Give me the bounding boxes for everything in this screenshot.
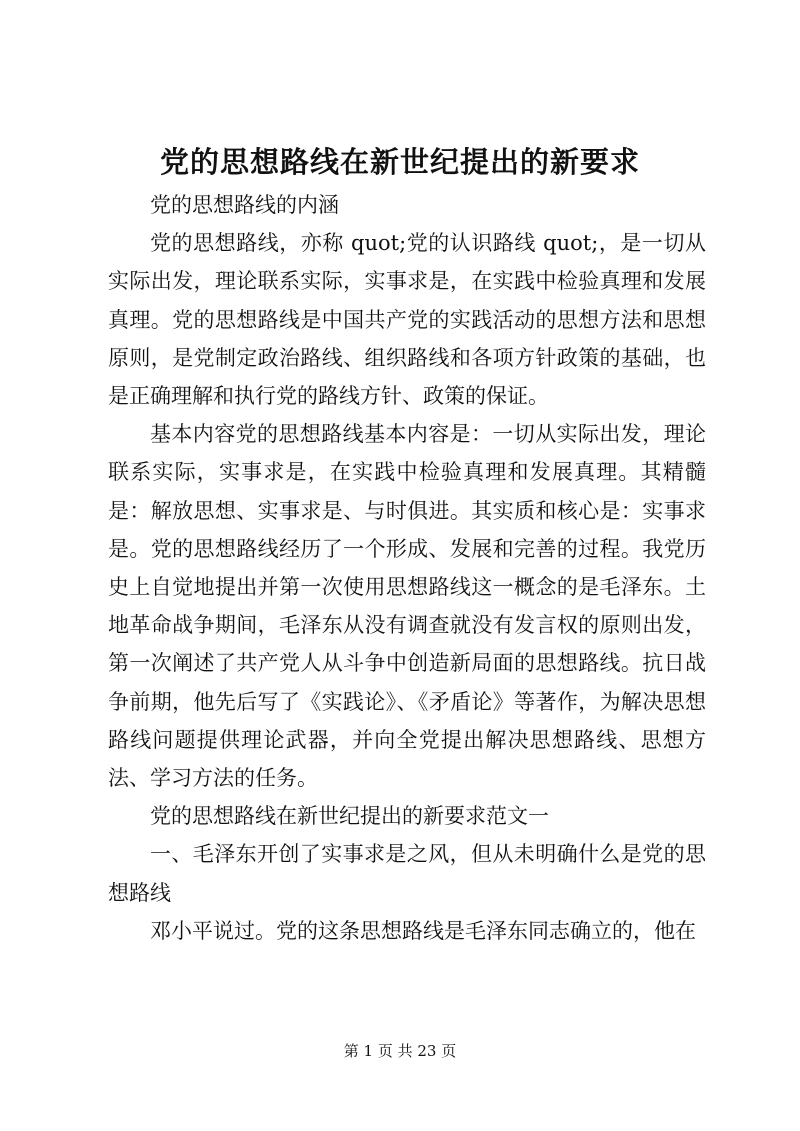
document-title: 党的思想路线在新世纪提出的新要求 [159,145,640,179]
paragraph-sample-heading: 党的思想路线在新世纪提出的新要求范文一 [150,804,549,829]
paragraph-section-one: 一、毛泽东开创了实事求是之风，但从未明确什么是党的思想路线 [108,842,706,905]
paragraph-definition: 党的思想路线，亦称 quot;党的认识路线 quot;，是一切从实际出发，理论联系实际，实事求是，在实践中检验真理和发展真理。党的思想路线是中国共产党的实践活动的思想方法和思想原则，是党制定政治路线、组织路线和各项方针政策的基础，也是正确理解和执行党的路线方针、政策的保证。 [108,231,706,409]
document-body [108,186,706,950]
paragraph-heading-connotation: 党的思想路线的内涵 [150,193,339,217]
paragraph-basic-content: 基本内容党的思想路线基本内容是：一切从实际出发，理论联系实际，实事求是，在实践中检验真理和发展真理。其精髓是：解放思想、实事求是、与时俱进。其实质和核心是：实事求是。党的思想路线经历了一个形成、发展和完善的过程。我党历史上自觉地提出并第一次使用思想路线这一概念的是毛泽东。土地革命战争期间，毛泽东从没有调查就没有发言权的原则出发，第一次阐述了共产党人从斗争中创造新局面的思想路线。抗日战争前期，他先后写了《实践论》、《矛盾论》等著作，为解决思想路线问题提供理论武器，并向全党提出解决思想路线、思想方法、学习方法的任务。 [108,422,706,791]
page-number-footer: 第 1 页 共 23 页 [343,1042,457,1060]
paragraph-deng-quote: 邓小平说过。党的这条思想路线是毛泽东同志确立的，他在 [150,918,696,943]
